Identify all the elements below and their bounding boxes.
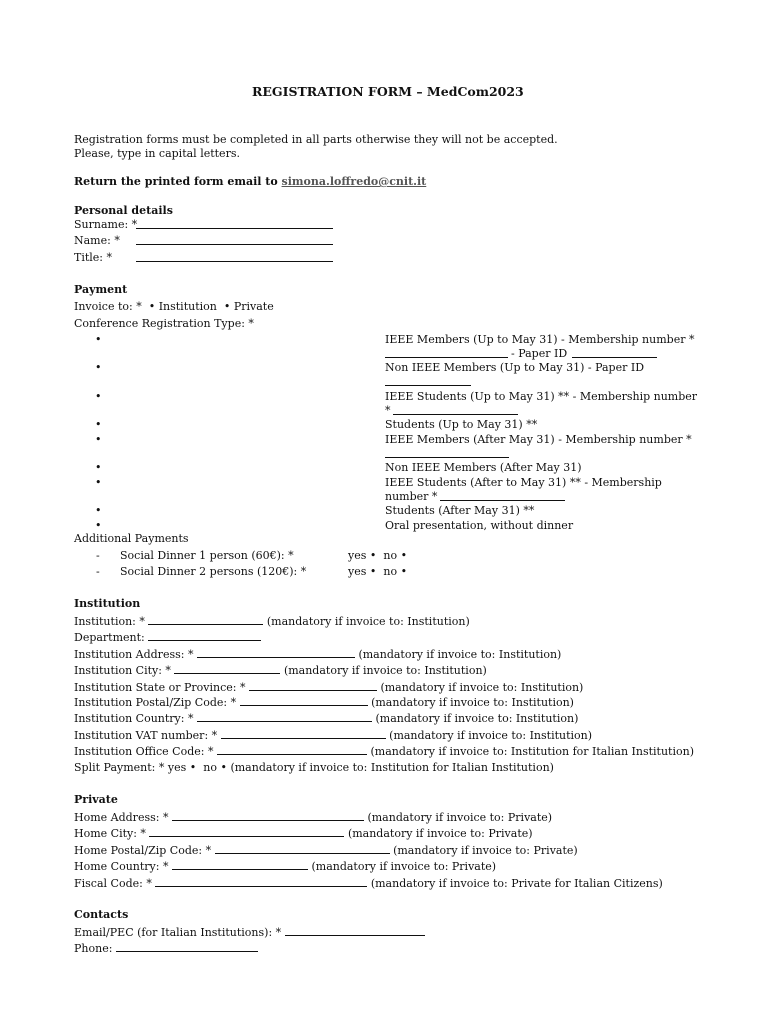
option-label-2: Non IEEE Members (Up to May 31) - Paper ID (385, 361, 645, 374)
inst-office-note: (mandatory if invoice to: Institution for Italian Institution) (370, 745, 694, 758)
return-instructions (74, 175, 426, 189)
split-no-radio[interactable]: no • (203, 761, 227, 774)
institution-heading: Institution (74, 597, 141, 610)
home-address-note: (mandatory if invoice to: Private) (367, 811, 553, 824)
home-country-note: (mandatory if invoice to: Private) (311, 860, 497, 873)
invoice-label: Invoice to: * (74, 300, 142, 313)
department-row (74, 630, 261, 645)
invoice-private-label: Private (233, 300, 274, 313)
dinner2-options (348, 565, 407, 579)
phone-label: Phone: (74, 942, 113, 955)
option-radio-2[interactable]: • (95, 361, 102, 374)
home-zip-row (74, 843, 578, 858)
option-label-9: Oral presentation, without dinner (385, 519, 574, 532)
inst-office-field[interactable] (217, 744, 367, 755)
home-zip-label: Home Postal/Zip Code: * (74, 844, 212, 857)
title-label: Title: * (74, 251, 113, 264)
fiscal-code-row (74, 876, 663, 891)
invoice-row (74, 300, 274, 314)
home-city-field[interactable] (149, 826, 344, 837)
inst-zip-note: (mandatory if invoice to: Institution) (371, 696, 574, 709)
inst-vat-row (74, 728, 592, 743)
institution-field[interactable] (148, 614, 263, 625)
fiscal-code-note: (mandatory if invoice to: Private for Italian Citizens) (370, 877, 663, 890)
email-field[interactable] (285, 925, 425, 936)
name-field[interactable] (136, 234, 333, 245)
split-no-label: no (203, 761, 217, 774)
inst-country-row (74, 711, 578, 726)
inst-zip-row (74, 695, 574, 710)
name-label: Name: * (74, 234, 120, 247)
split-note: (mandatory if invoice to: Institution for Italian Institution) (230, 761, 554, 774)
contacts-heading: Contacts (74, 908, 129, 921)
fiscal-code-field[interactable] (155, 876, 367, 887)
option-radio-9[interactable]: • (95, 519, 102, 532)
home-country-field[interactable] (172, 859, 308, 870)
split-payment-label: Split Payment: * (74, 761, 165, 774)
inst-vat-field[interactable] (221, 728, 386, 739)
phone-field[interactable] (116, 941, 258, 952)
invoice-institution-label: Institution (158, 300, 217, 313)
dinner2-no-radio[interactable]: no • (383, 565, 408, 578)
intro-line-2: Please, type in capital letters. (74, 147, 240, 160)
option-label-1: IEEE Members (Up to May 31) - Membership number * (385, 333, 695, 346)
email-link[interactable]: simona.loffredo@cnit.it (281, 175, 427, 188)
inst-city-note: (mandatory if invoice to: Institution) (283, 664, 487, 677)
inst-state-field[interactable] (249, 680, 377, 691)
membership-field-1[interactable] (385, 347, 508, 358)
department-field[interactable] (148, 630, 261, 641)
paper-id-field-1[interactable] (572, 347, 657, 358)
option-radio-8[interactable]: • (95, 504, 102, 517)
dinner1-label: Social Dinner 1 person (60€): * (120, 549, 294, 562)
inst-address-row (74, 647, 561, 662)
inst-zip-label: Institution Postal/Zip Code: * (74, 696, 237, 709)
dinner1-no-radio[interactable]: no • (383, 549, 408, 562)
dinner2-yes-label: yes (348, 565, 367, 578)
inst-city-row (74, 663, 487, 678)
inst-country-field[interactable] (197, 711, 372, 722)
intro-line-1: Registration forms must be completed in all parts otherwise they will not be accepted. (74, 133, 558, 146)
inst-city-field[interactable] (174, 663, 280, 674)
option-radio-7[interactable]: • (95, 476, 102, 489)
dinner2-label: Social Dinner 2 persons (120€): * (120, 565, 307, 578)
option-3-star: * (385, 404, 391, 417)
personal-heading: Personal details (74, 204, 173, 217)
inst-vat-label: Institution VAT number: * (74, 729, 218, 742)
dinner2-dash: - (96, 565, 100, 578)
inst-office-label: Institution Office Code: * (74, 745, 214, 758)
email-label: Email/PEC (for Italian Institutions): * (74, 926, 282, 939)
inst-address-note: (mandatory if invoice to: Institution) (358, 648, 562, 661)
home-zip-note: (mandatory if invoice to: Private) (393, 844, 578, 857)
dinner1-yes-radio[interactable]: yes • (348, 549, 377, 562)
reg-type-label: Conference Registration Type: * (74, 317, 254, 330)
phone-row (74, 941, 258, 956)
home-country-row (74, 859, 496, 874)
department-label: Department: (74, 631, 145, 644)
split-yes-radio[interactable]: yes • (167, 761, 197, 774)
email-row (74, 925, 425, 940)
inst-address-label: Institution Address: * (74, 648, 194, 661)
dinner2-yes-radio[interactable]: yes • (348, 565, 377, 578)
private-heading: Private (74, 793, 118, 806)
inst-state-note: (mandatory if invoice to: Institution) (380, 681, 584, 694)
home-city-note: (mandatory if invoice to: Private) (347, 827, 533, 840)
inst-country-label: Institution Country: * (74, 712, 194, 725)
institution-row (74, 614, 470, 629)
inst-state-row (74, 680, 583, 695)
inst-city-label: Institution City: * (74, 664, 171, 677)
fiscal-code-label: Fiscal Code: * (74, 877, 152, 890)
payment-heading: Payment (74, 283, 128, 296)
membership-field-3[interactable] (393, 404, 518, 415)
option-radio-4[interactable]: • (95, 418, 102, 431)
invoice-private-radio[interactable]: • Private (220, 300, 274, 313)
invoice-institution-radio[interactable]: • Institution (145, 300, 217, 313)
surname-field[interactable] (136, 218, 333, 229)
option-label-6: Non IEEE Members (After May 31) (385, 461, 582, 474)
home-city-row (74, 826, 533, 841)
option-label-7b: number * (385, 490, 438, 503)
additional-payments-label: Additional Payments (74, 532, 189, 545)
option-label-7: IEEE Students (After to May 31) ** - Membership (385, 476, 662, 489)
dinner1-dash: - (96, 549, 100, 562)
paper-id-label: - Paper ID (511, 347, 568, 360)
institution-note: (mandatory if invoice to: Institution) (266, 615, 470, 628)
home-zip-field[interactable] (215, 843, 390, 854)
inst-address-field[interactable] (197, 647, 355, 658)
option-radio-1[interactable]: • (95, 333, 102, 346)
split-yes-label: yes (167, 761, 187, 774)
home-address-row (74, 810, 552, 825)
institution-label: Institution: * (74, 615, 145, 628)
dinner1-options (348, 549, 407, 563)
dinner2-no-label: no (383, 565, 398, 578)
option-radio-5[interactable]: • (95, 433, 102, 446)
page-title: REGISTRATION FORM – MedCom2023 (252, 84, 524, 99)
return-text: Return the printed form email to (74, 175, 282, 188)
option-label-3: IEEE Students (Up to May 31) ** - Membership number (385, 390, 698, 403)
option-label-5: IEEE Members (After May 31) - Membership number * (385, 433, 692, 446)
inst-office-row (74, 744, 694, 759)
dinner1-no-label: no (383, 549, 398, 562)
split-payment-row (74, 761, 554, 775)
home-address-label: Home Address: * (74, 811, 169, 824)
home-city-label: Home City: * (74, 827, 146, 840)
option-label-4: Students (Up to May 31) ** (385, 418, 538, 431)
paper-id-field-2[interactable] (385, 375, 471, 386)
option-radio-6[interactable]: • (95, 461, 102, 474)
inst-vat-note: (mandatory if invoice to: Institution) (389, 729, 593, 742)
home-country-label: Home Country: * (74, 860, 169, 873)
dinner1-yes-label: yes (348, 549, 367, 562)
home-address-field[interactable] (172, 810, 364, 821)
membership-field-5[interactable] (385, 447, 509, 458)
inst-country-note: (mandatory if invoice to: Institution) (375, 712, 579, 725)
option-label-8: Students (After May 31) ** (385, 504, 535, 517)
option-radio-3[interactable]: • (95, 390, 102, 403)
surname-label: Surname: * (74, 218, 138, 231)
inst-zip-field[interactable] (240, 695, 368, 706)
membership-field-7[interactable] (440, 490, 565, 501)
title-field[interactable] (136, 251, 333, 262)
inst-state-label: Institution State or Province: * (74, 681, 246, 694)
